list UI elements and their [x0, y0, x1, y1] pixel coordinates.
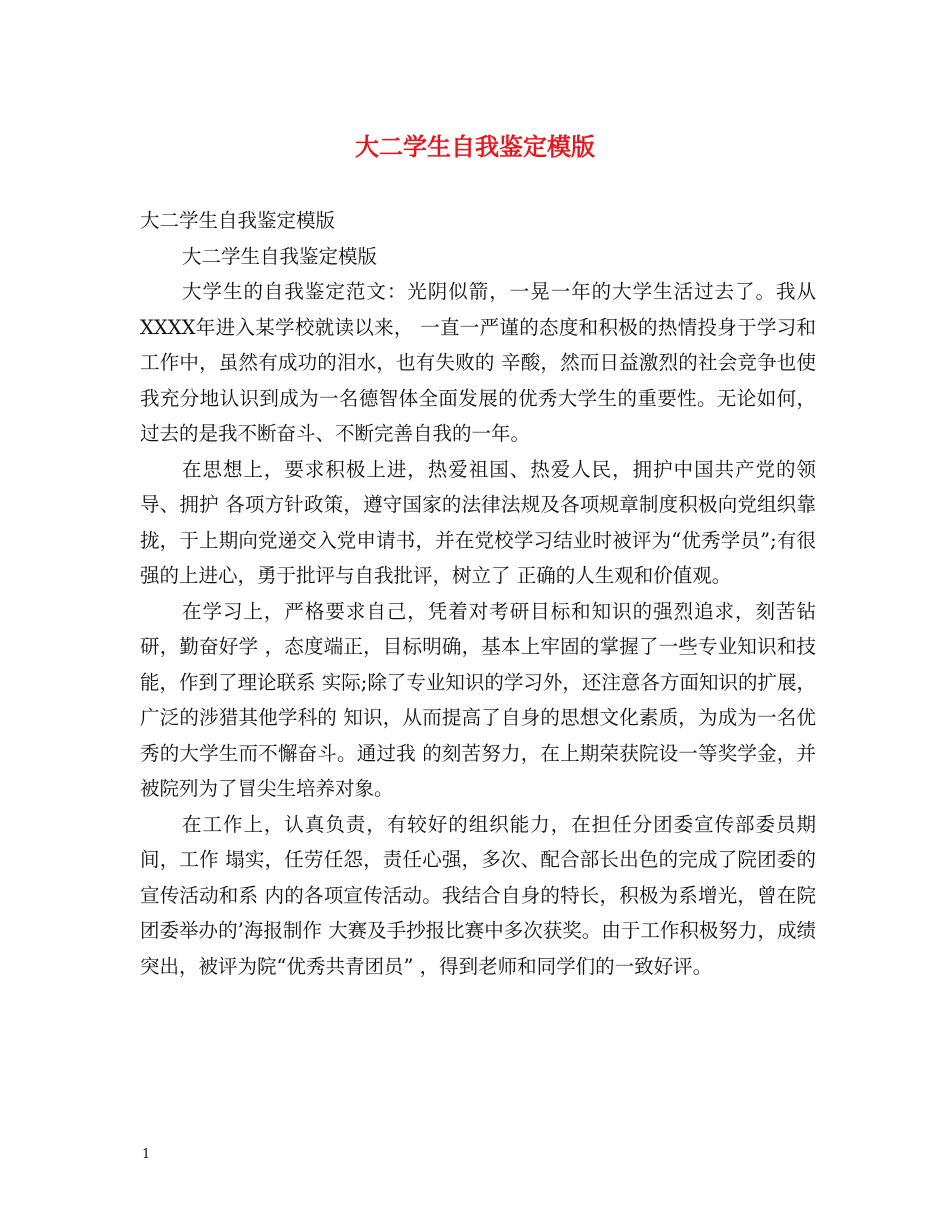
- page-number: 1: [142, 1147, 151, 1162]
- paragraph-intro: 大学生的自我鉴定范文：光阴似箭，一晃一年的大学生活过去了。我从XXXX年进入某学校就读以来， 一直一严谨的态度和积极的热情投身于学习和工作中，虽然有成功的泪水，也有失败的 辛酸，然而日益激烈的社会竞争也使我充分地认识到成为一名德智体全面发展的优秀大学生的重要性。无论如何，过去的是我不断奋斗、不断完善自我的一年。: [140, 280, 816, 445]
- paragraph-work: 在工作上，认真负责，有较好的组织能力，在担任分团委宣传部委员期间，工作 塌实，任劳任怨，责任心强，多次、配合部长出色的完成了院团委的宣传活动和系 内的各项宣传活动。我结合自身的特长，积极为系增光，曾在院团委举办的’海报制作 大赛及手抄报比赛中多次获奖。由于工作积极努力，成绩突出，被评为院“优秀共青团员” ，得到老师和同学们的一致好评。: [140, 812, 816, 978]
- sub-heading-line: 大二学生自我鉴定模版: [182, 244, 378, 268]
- document-body: [140, 203, 816, 984]
- heading-line: 大二学生自我鉴定模版: [140, 209, 336, 232]
- document-title: 大二学生自我鉴定模版: [355, 132, 595, 161]
- paragraph-study: 在学习上，严格要求自己，凭着对考研目标和知识的强烈追求，刻苦钻研，勤奋好学 ，态度端正，目标明确，基本上牢固的掌握了一些专业知识和技能，作到了理论联系 实际;除了专业知识的学习外，还注意各方面知识的扩展，广泛的涉猎其他学科的 知识，从而提高了自身的思想文化素质，为成为一名优秀的大学生而不懈奋斗。通过我 的刻苦努力，在上期荣获院设一等奖学金，并被院列为了冒尖生培养对象。: [140, 599, 816, 800]
- paragraph-ideology: 在思想上，要求积极上进，热爱祖国、热爱人民，拥护中国共产党的领导、拥护 各项方针政策，遵守国家的法律法规及各项规章制度积极向党组织靠拢，于上期向党递交入党申请书，并在党校学习结业时被评为“优秀学员”;有很强的上进心，勇于批评与自我批评，树立了 正确的人生观和价值观。: [140, 457, 816, 587]
